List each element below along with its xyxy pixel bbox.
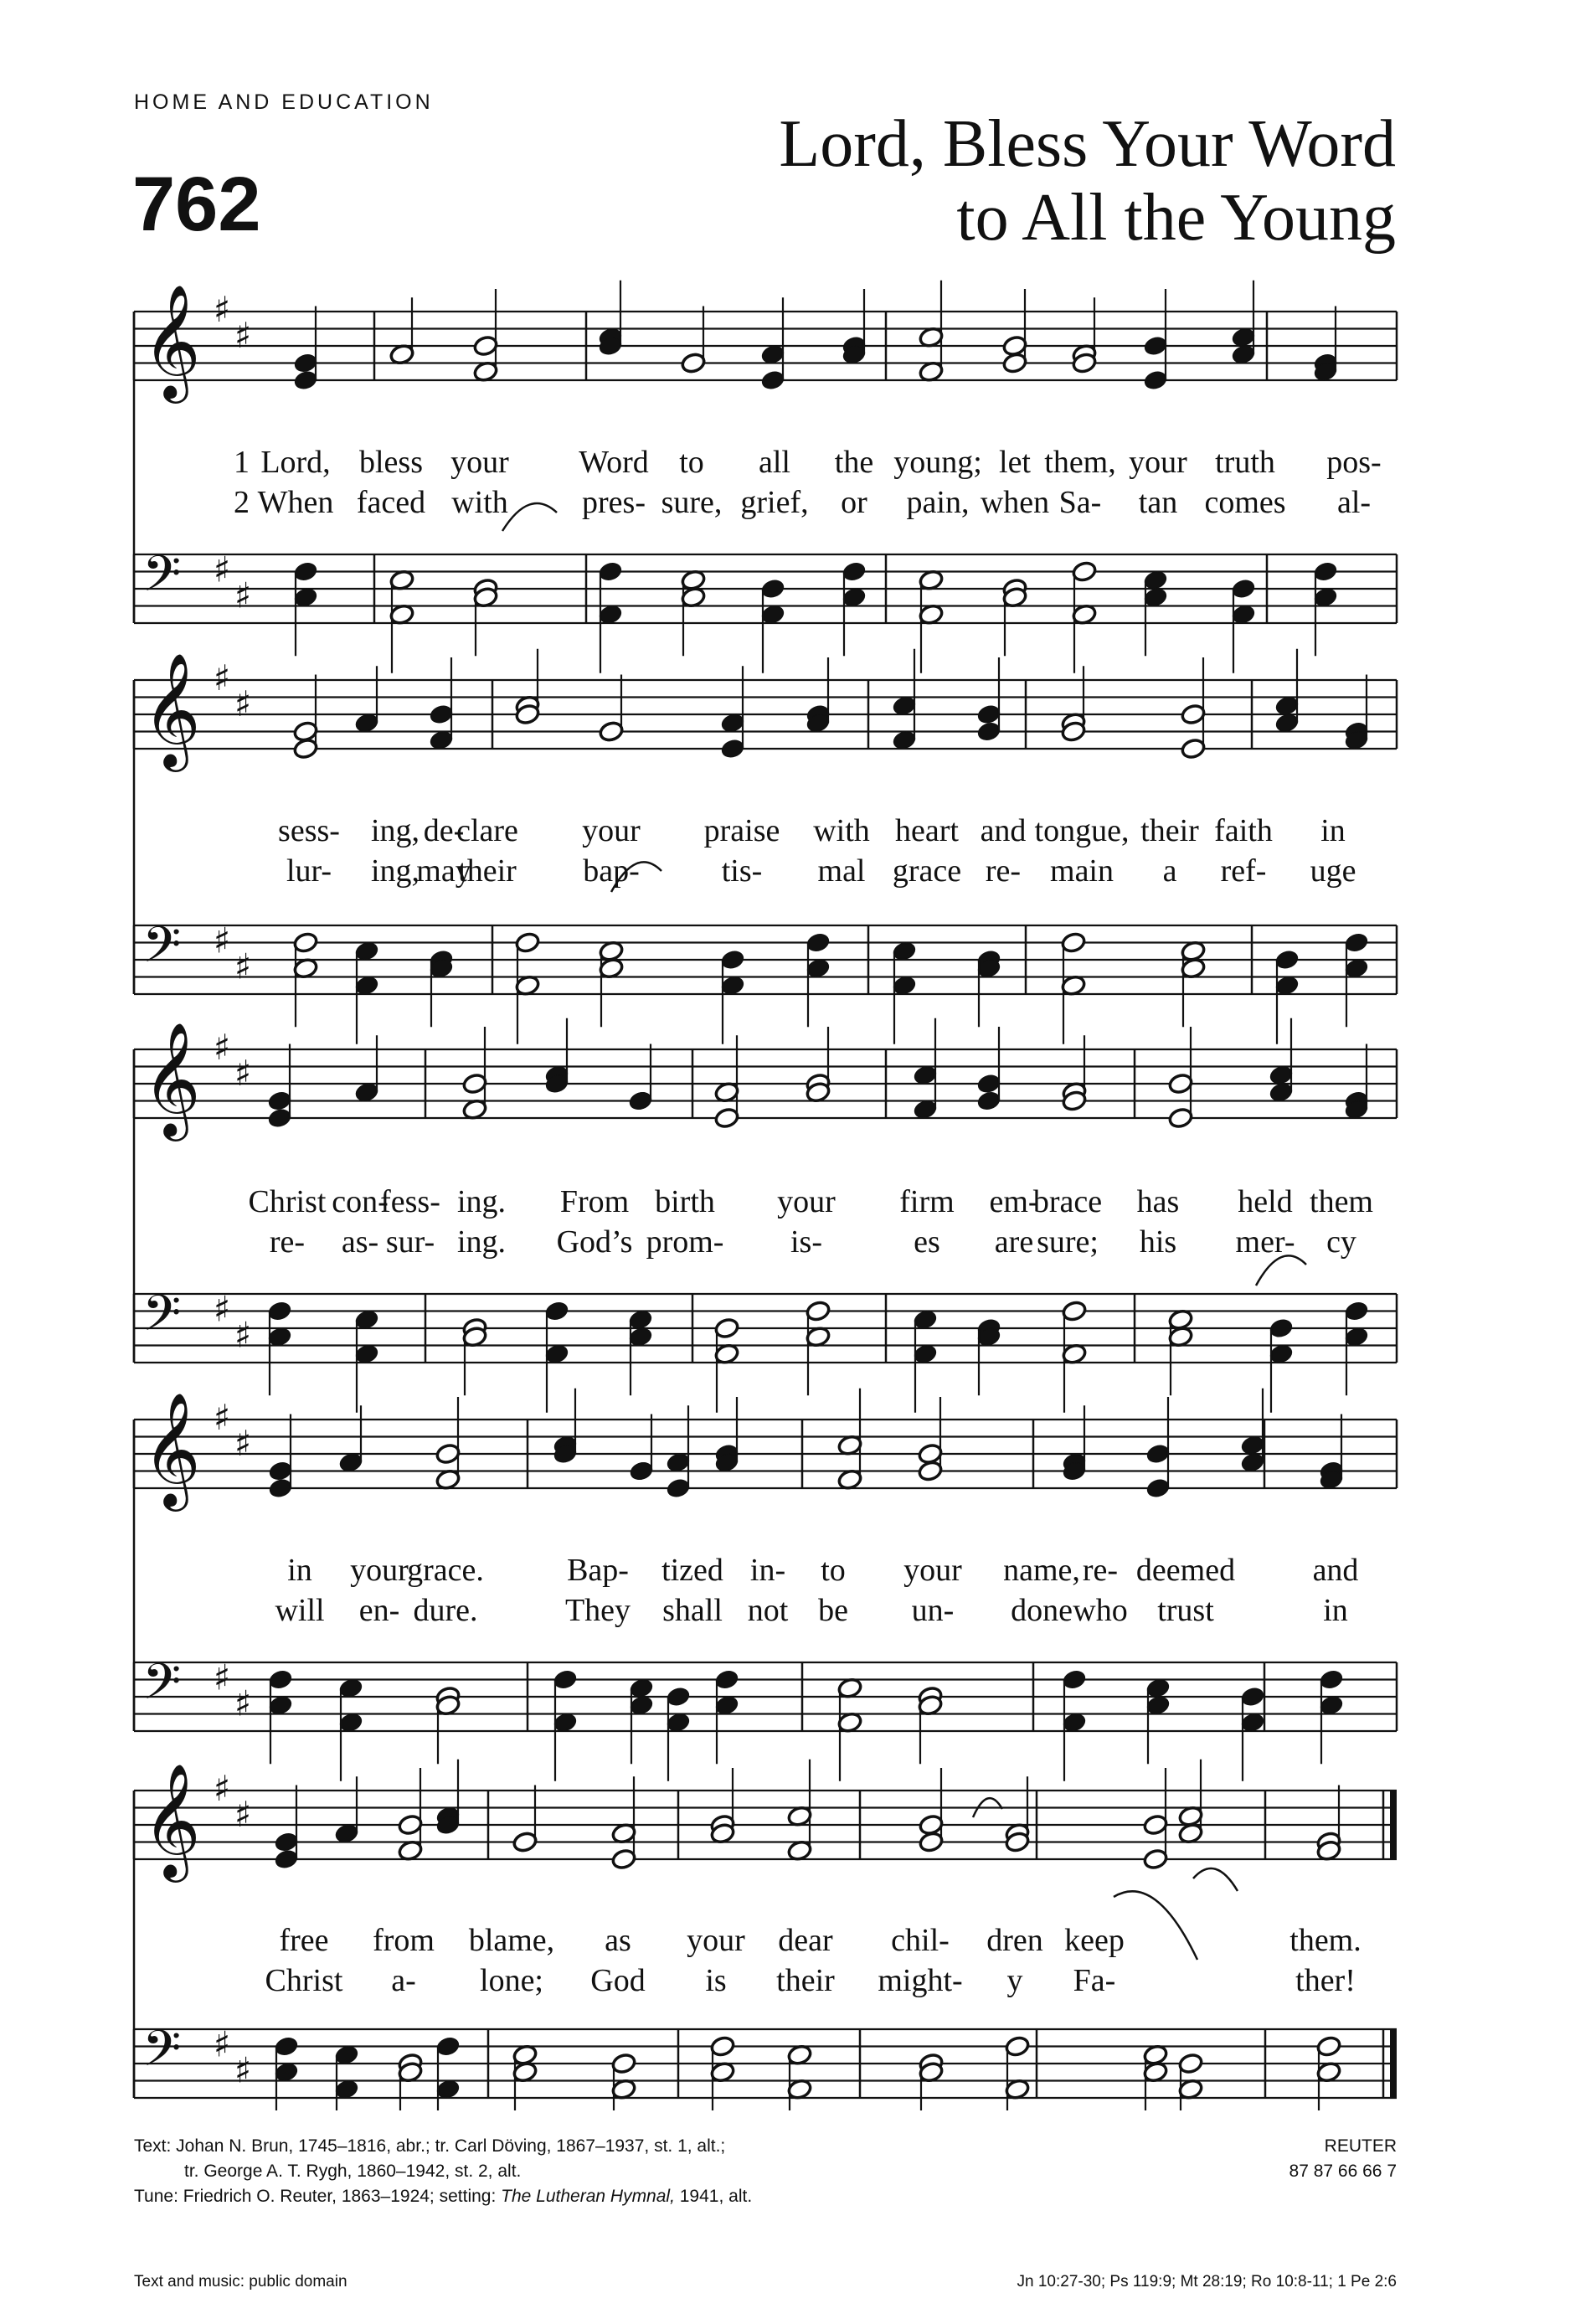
lyric-syllable: with (813, 813, 870, 848)
lyric-syllable: Sa- (1058, 485, 1102, 520)
lyric-syllable: lone; (480, 1963, 543, 1998)
lyric-syllable: es (914, 1224, 940, 1260)
sharp-icon: ♯ (214, 657, 231, 698)
sharp-icon: ♯ (214, 1027, 231, 1068)
notehead (274, 1848, 300, 1871)
lyric-syllable: when (980, 485, 1050, 520)
lyric-syllable: re- (1082, 1553, 1119, 1588)
lyric-syllable: blame, (468, 1923, 555, 1958)
lyric-syllable: grief, (740, 485, 809, 520)
bass-clef-icon: 𝄢 (142, 1652, 182, 1723)
sharp-icon: ♯ (234, 2049, 252, 2091)
notehead (611, 1848, 637, 1871)
treble-clef-icon: 𝄞 (142, 1761, 201, 1878)
lyric-syllable: them (1310, 1184, 1373, 1219)
notehead (293, 738, 319, 760)
lyric-syllable: chil- (891, 1923, 950, 1958)
notehead (1178, 2053, 1204, 2075)
lyric-syllable: to (821, 1553, 846, 1588)
notehead (274, 1831, 300, 1853)
lyric-syllable: en- (358, 1593, 400, 1628)
notehead (1168, 1073, 1194, 1095)
lyric-syllable: birth (655, 1184, 715, 1219)
treble-clef-icon: 𝄞 (142, 651, 201, 767)
sharp-icon: ♯ (234, 683, 252, 724)
lyric-syllable: with (451, 485, 508, 520)
sharp-icon: ♯ (234, 1052, 252, 1094)
notehead (1319, 1668, 1345, 1691)
lyric-syllable: cy (1326, 1224, 1356, 1260)
notehead (1062, 1668, 1088, 1691)
lyric-syllable: praise (703, 813, 780, 848)
notehead (267, 1107, 293, 1130)
lyric-syllable: clare (456, 813, 518, 848)
sharp-icon: ♯ (214, 1288, 231, 1330)
lyric-syllable: their (1140, 813, 1199, 848)
notehead (1002, 335, 1028, 358)
notehead (976, 720, 1002, 743)
copyright: Text and music: public domain (134, 2273, 347, 2291)
lyric-syllable: their (776, 1963, 835, 1998)
notehead (462, 1073, 488, 1095)
lyric-syllable: un- (911, 1593, 955, 1628)
notehead (976, 1073, 1002, 1095)
hymn-number: 762 (132, 162, 261, 247)
notehead (714, 1317, 740, 1340)
notehead (1062, 1300, 1088, 1322)
lyric-syllable: trust (1157, 1593, 1214, 1628)
lyric-syllable: his (1139, 1224, 1177, 1260)
bass-clef-icon: 𝄢 (142, 1284, 182, 1354)
lyric-syllable: grace. (407, 1553, 484, 1588)
lyric-syllable: ref- (1220, 853, 1267, 889)
tune-credit (134, 2184, 752, 2209)
lyric-syllable: shall (662, 1593, 723, 1628)
notehead (1181, 703, 1207, 726)
notehead (1231, 578, 1257, 600)
lyric-syllable: are (994, 1224, 1034, 1260)
notehead (544, 1300, 570, 1322)
lyric-syllable: y (1006, 1963, 1023, 1998)
notehead (274, 2035, 300, 2058)
lyric-syllable: held (1238, 1184, 1293, 1219)
sharp-icon: ♯ (214, 1657, 231, 1698)
lyric-syllable: them, (1044, 445, 1116, 480)
lyric-syllable: a- (391, 1963, 416, 1998)
lyric-syllable: your (903, 1553, 962, 1588)
lyric-syllable: faced (356, 485, 426, 520)
lyric-syllable: dren (986, 1923, 1043, 1958)
notehead (714, 1107, 740, 1130)
notehead (1143, 1848, 1169, 1871)
tune-credit-prefix: Tune: Friedrich O. Reuter, 1863–1924; setting: (134, 2187, 502, 2206)
sharp-icon: ♯ (234, 314, 252, 356)
lyric-syllable: dure. (413, 1593, 478, 1628)
notehead (435, 2035, 461, 2058)
notehead (918, 1443, 944, 1466)
notehead (268, 1477, 294, 1500)
lyric-syllable: sess- (278, 813, 340, 848)
final-barline-thick (1390, 1791, 1397, 1859)
notehead (760, 369, 786, 392)
lyric-syllable: in- (749, 1553, 786, 1588)
lyric-syllable: be (818, 1593, 848, 1628)
verse-number: 2 (234, 485, 250, 520)
meter: 87 87 66 66 7 (1289, 2162, 1397, 2181)
lyric-syllable: brace (1032, 1184, 1103, 1219)
lyric-syllable: prom- (646, 1224, 724, 1260)
sharp-icon: ♯ (214, 289, 231, 330)
notehead (1181, 738, 1207, 760)
notehead (293, 560, 319, 583)
notehead (293, 931, 319, 954)
lyric-syllable: your (350, 1553, 409, 1588)
notehead (760, 578, 786, 600)
lyric-syllable: done (1011, 1593, 1073, 1628)
section-label: HOME AND EDUCATION (134, 90, 434, 114)
tune-credit-suffix: 1941, alt. (674, 2187, 753, 2206)
sharp-icon: ♯ (234, 1422, 252, 1464)
sharp-icon: ♯ (214, 2023, 231, 2065)
notehead (435, 1443, 461, 1466)
lyric-syllable: may (416, 853, 471, 889)
notehead (512, 1831, 538, 1853)
lyric-syllable: fess- (380, 1184, 440, 1219)
lyric-syllable: ing. (456, 1184, 507, 1219)
notehead (1316, 2035, 1342, 2058)
lyric-syllable: in (1323, 1593, 1348, 1628)
lyric-syllable: your (777, 1184, 836, 1219)
lyric-syllable: sur- (385, 1224, 435, 1260)
lyric-syllable: grace (892, 853, 962, 889)
treble-clef-icon: 𝄞 (142, 1020, 201, 1136)
lyric-syllable: your (450, 445, 509, 480)
notehead (267, 1090, 293, 1112)
hymn-title-line-1: Lord, Bless Your Word (779, 107, 1396, 181)
lyric-syllable: Christ (248, 1184, 327, 1219)
notehead (1005, 2035, 1031, 2058)
notehead (429, 703, 455, 726)
notehead (473, 335, 499, 358)
lyric-syllable: bless (359, 445, 423, 480)
slur (502, 503, 557, 531)
lyric-syllable: tongue, (1034, 813, 1130, 848)
notehead (681, 352, 707, 374)
notehead (1274, 949, 1300, 971)
notehead (806, 1300, 831, 1322)
lyric-syllable: tan (1138, 485, 1178, 520)
notehead (1344, 931, 1370, 954)
lyric-syllable: keep (1064, 1923, 1125, 1958)
notehead (1143, 369, 1169, 392)
notehead (1240, 1686, 1266, 1708)
lyric-syllable: Lord, (260, 445, 331, 480)
credits (134, 2134, 752, 2209)
slur (1114, 1891, 1197, 1960)
notehead (1145, 1443, 1171, 1466)
notehead (1072, 560, 1098, 583)
lyric-syllable: sure; (1037, 1224, 1099, 1260)
lyric-syllable: or (841, 485, 867, 520)
notehead (598, 560, 624, 583)
lyric-syllable: al- (1336, 485, 1372, 520)
lyric-syllable: and (1312, 1553, 1359, 1588)
lyric-syllable: comes (1204, 485, 1286, 520)
treble-clef-icon: 𝄞 (142, 282, 201, 399)
lyric-syllable: God (590, 1963, 646, 1998)
bass-clef-icon: 𝄢 (142, 2019, 182, 2090)
text-credit-translation: tr. George A. T. Rygh, 1860–1942, st. 2, alt. (184, 2162, 522, 2181)
lyric-syllable: free (279, 1923, 329, 1958)
lyric-syllable: uge (1310, 853, 1356, 889)
lyric-syllable: God’s (556, 1224, 633, 1260)
lyric-syllable: young; (893, 445, 982, 480)
lyric-syllable: as (605, 1923, 631, 1958)
treble-clef-icon: 𝄞 (142, 1390, 201, 1507)
notehead (666, 1477, 692, 1500)
notehead (976, 703, 1002, 726)
lyric-syllable: a (1162, 853, 1177, 889)
notehead (629, 1460, 655, 1482)
lyric-syllable: from (373, 1923, 435, 1958)
slur (1193, 1868, 1238, 1891)
lyric-syllable: Bap- (567, 1553, 629, 1588)
notehead (1168, 1107, 1194, 1130)
bass-clef-icon: 𝄢 (142, 544, 182, 615)
notehead (293, 369, 319, 392)
lyric-syllable: They (564, 1593, 631, 1628)
notehead (1269, 1317, 1295, 1340)
lyric-syllable: let (999, 445, 1031, 480)
lyric-syllable: lur- (286, 853, 332, 889)
lyric-syllable: main (1050, 853, 1114, 889)
lyric-syllable: pain, (906, 485, 970, 520)
lyric-syllable: in (1320, 813, 1346, 848)
tune-info (1289, 2134, 1397, 2184)
lyric-syllable: your (582, 813, 641, 848)
sharp-icon: ♯ (234, 1314, 252, 1356)
lyric-syllable: will (275, 1593, 325, 1628)
notehead (267, 1300, 293, 1322)
notehead (398, 1814, 424, 1837)
lyric-syllable: re- (985, 853, 1022, 889)
lyric-syllable: From (559, 1184, 630, 1219)
lyric-syllable: bap- (583, 853, 640, 889)
notehead (1143, 335, 1169, 358)
lyric-syllable: tis- (721, 853, 763, 889)
lyric-syllable: your (1129, 445, 1187, 480)
lyric-syllable: Christ (265, 1963, 343, 1998)
sharp-icon: ♯ (214, 920, 231, 961)
lyric-syllable: de- (423, 813, 465, 848)
lyric-syllable: Fa- (1073, 1963, 1116, 1998)
lyric-syllable: pres- (582, 485, 646, 520)
notehead (919, 1814, 945, 1837)
lyric-syllable: sure, (661, 485, 723, 520)
notehead (599, 720, 625, 743)
lyric-syllable: faith (1214, 813, 1273, 848)
lyric-syllable: might- (878, 1963, 963, 1998)
tune-name: REUTER (1324, 2136, 1397, 2156)
lyric-syllable: and (980, 813, 1027, 848)
lyric-syllable: ing, (370, 853, 420, 889)
notehead (720, 949, 746, 971)
lyric-syllable: all (759, 445, 790, 480)
sharp-icon: ♯ (234, 1682, 252, 1724)
notehead (710, 2035, 736, 2058)
notehead (553, 1668, 579, 1691)
lyric-syllable: Word (579, 445, 649, 480)
sharp-icon: ♯ (234, 946, 252, 987)
bass-clef-icon: 𝄢 (142, 915, 182, 986)
notehead (293, 352, 319, 374)
lyric-syllable: name, (1003, 1553, 1080, 1588)
lyric-syllable: pos- (1326, 445, 1382, 480)
lyric-syllable: their (458, 853, 517, 889)
notehead (842, 560, 867, 583)
lyric-syllable: who (1073, 1593, 1128, 1628)
text-credit: Text: Johan N. Brun, 1745–1816, abr.; tr. Carl Döving, 1867–1937, st. 1, alt.; (134, 2136, 726, 2156)
scripture-references: Jn 10:27-30; Ps 119:9; Mt 28:19; Ro 10:8-11; 1 Pe 2:6 (1017, 2273, 1397, 2291)
notehead (806, 931, 831, 954)
lyric-syllable: When (257, 485, 334, 520)
lyric-syllable: the (834, 445, 874, 480)
lyric-syllable: is- (790, 1224, 822, 1260)
lyric-syllable: has (1136, 1184, 1180, 1219)
lyric-syllable: your (687, 1923, 745, 1958)
hymn-title-line-2: to All the Young (956, 181, 1396, 255)
lyric-syllable: tized (661, 1553, 723, 1588)
lyric-syllable: heart (895, 813, 959, 848)
lyric-syllable: to (679, 445, 704, 480)
notehead (515, 931, 541, 954)
lyric-syllable: em- (989, 1184, 1039, 1219)
notehead (628, 1090, 654, 1112)
lyric-syllable: as- (341, 1224, 379, 1260)
notehead (720, 738, 746, 760)
notehead (1145, 1477, 1171, 1500)
sharp-icon: ♯ (214, 549, 231, 590)
notehead (268, 1668, 294, 1691)
notehead (714, 1668, 740, 1691)
notehead (1344, 1300, 1370, 1322)
lyric-syllable: truth (1215, 445, 1275, 480)
lyric-syllable: ing. (456, 1224, 507, 1260)
notehead (976, 1090, 1002, 1112)
lyric-syllable: not (747, 1593, 789, 1628)
final-barline-thick (1390, 2029, 1397, 2098)
lyric-syllable: in (287, 1553, 312, 1588)
lyric-syllable: mal (817, 853, 866, 889)
sharp-icon: ♯ (214, 1768, 231, 1809)
lyric-syllable: con- (332, 1184, 389, 1219)
lyric-syllable: mer- (1235, 1224, 1295, 1260)
sharp-icon: ♯ (234, 1793, 252, 1835)
lyric-syllable: them. (1289, 1923, 1362, 1958)
notehead (1143, 1814, 1169, 1837)
lyric-syllable: deemed (1135, 1553, 1236, 1588)
lyric-syllable: is (705, 1963, 727, 1998)
lyric-syllable: re- (269, 1224, 306, 1260)
sharp-icon: ♯ (214, 1397, 231, 1438)
lyric-syllable: dear (778, 1923, 833, 1958)
lyric-syllable: ther! (1295, 1963, 1356, 1998)
lyric-syllable: firm (899, 1184, 955, 1219)
tune-credit-source: The Lutheran Hymnal, (501, 2187, 675, 2206)
notehead (1061, 931, 1087, 954)
notehead (1313, 560, 1339, 583)
notehead (666, 1686, 692, 1708)
verse-number: 1 (234, 445, 250, 480)
lyric-syllable: ing, (370, 813, 420, 848)
notehead (268, 1460, 294, 1482)
notehead (611, 2053, 637, 2075)
sharp-icon: ♯ (234, 575, 252, 616)
